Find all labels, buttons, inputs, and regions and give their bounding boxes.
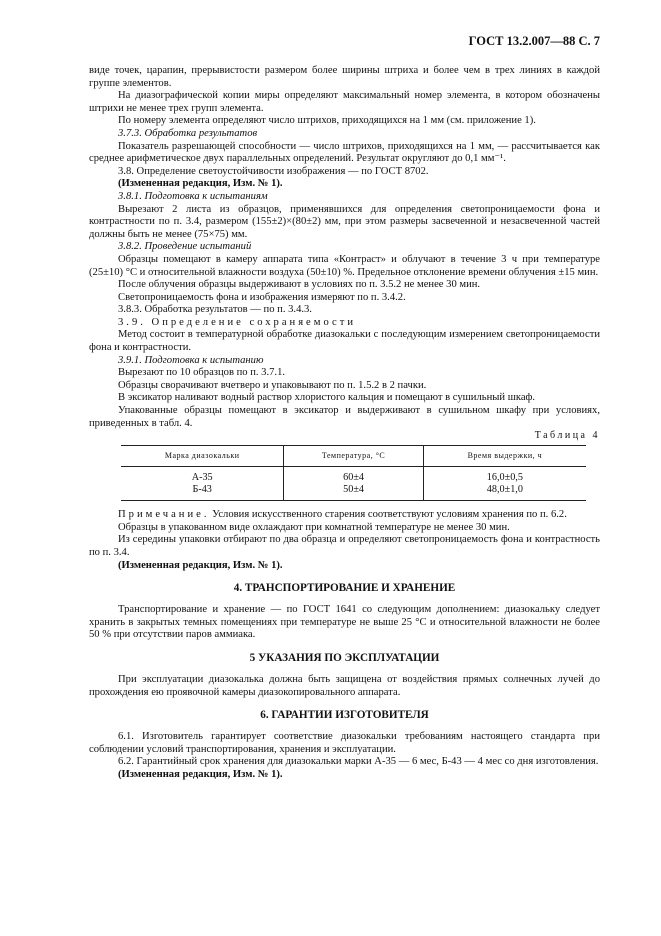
paragraph: Из середины упаковки отбирают по два образца и определяют светопроницаемость фона и контрастность по п. 3.4. (89, 534, 600, 558)
paragraph: При эксплуатации диазокалька должна быть защищена от воздействия прямых солнечных лучей до прохождения ею проявочной камеры диазокопировального аппарата. (89, 673, 600, 698)
section-body (89, 731, 600, 781)
column-header-grade: Марка диазокальки (121, 446, 284, 467)
section-heading: 5 УКАЗАНИЯ ПО ЭКСПЛУАТАЦИИ (249, 651, 440, 664)
paragraph: Упакованные образцы помещают в эксикатор и выдерживают в сушильном шкафу при условиях, приведенных в табл. 4. (89, 405, 600, 429)
paragraph: (Измененная редакция, Изм. № 1). (118, 178, 283, 190)
paragraph: 3.8.3. Обработка результатов — по п. 3.4.3. (118, 304, 312, 316)
paragraph: Образцы сворачивают вчетверо и упаковывают по п. 1.5.2 в 2 пачки. (118, 379, 427, 391)
table-caption: Таблица 4 (534, 430, 600, 442)
section-heading: 4. ТРАНСПОРТИРОВАНИЕ И ХРАНЕНИЕ (233, 582, 456, 595)
paragraph: 3.8.1. Подготовка к испытаниям (118, 190, 268, 202)
paragraph: Вырезают 2 листа из образцов, применявшихся для определения светопроницаемости фона и контрастности по п. 3.4, размером (155±2)×(80±2) мм, при этом размеры засвеченной и незасвеченной частей должны быть не менее (75×75) мм. (89, 203, 600, 240)
table-4 (121, 445, 586, 501)
section-3-continued (89, 522, 600, 572)
paragraph: 6.2. Гарантийный срок хранения для диазокальки марки А-35 — 6 мес, Б-43 — 4 мес со дня изготовления. (118, 756, 599, 768)
table-cell: 60±4 (284, 467, 423, 485)
paragraph: Транспортирование и хранение — по ГОСТ 1641 со следующим дополнением: диазокальку следует хранить в закрытых темных помещениях при температуре не выше 25 °С и относительной влажности не более 50 % при отсутствии паров аммиака. (89, 604, 600, 641)
paragraph: Образцы помещают в камеру аппарата типа «Контраст» и облучают в течение 3 ч при температуре (25±10) °С и относительной влажности воздуха (50±10) %. Предельное отклонение времени облучения ±15 мин. (89, 253, 600, 278)
paragraph: После облучения образцы выдерживают в условиях по п. 3.5.2 не менее 30 мин. (118, 279, 481, 291)
paragraph: В эксикатор наливают водный раствор хлористого кальция и помещают в сушильный шкаф. (118, 392, 536, 404)
page-header: ГОСТ 13.2.007—88 С. 7 (468, 34, 600, 48)
sections-4-6 (89, 582, 600, 781)
table-cell: 50±4 (284, 484, 423, 501)
paragraph: 6.1. Изготовитель гарантирует соответствие диазокальки требованиям настоящего стандарта при соблюдении условий транспортирования, хранения и эксплуатации. (89, 731, 600, 755)
section-heading: 6. ГАРАНТИИ ИЗГОТОВИТЕЛЯ (260, 709, 429, 722)
column-header-temperature: Температура, °С (284, 446, 423, 467)
paragraph: Образцы в упакованном виде охлаждают при комнатной температуре не менее 30 мин. (118, 521, 510, 533)
paragraph: Светопроницаемость фона и изображения измеряют по п. 3.4.2. (118, 291, 406, 303)
section-body (89, 674, 600, 699)
paragraph: (Измененная редакция, Изм. № 1). (118, 768, 283, 780)
paragraph: 3.7.3. Обработка результатов (118, 127, 258, 139)
note-text: Условия искусственного старения соответствуют условиям хранения по п. 6.2. (209, 509, 567, 521)
paragraph: 3.9.1. Подготовка к испытанию (118, 354, 264, 366)
table-row (121, 484, 586, 501)
paragraph: виде точек, царапин, прерывистости размером более ширины штриха и более чем в трех линиях в каждой группе элементов. (89, 65, 600, 89)
section-body (89, 604, 600, 642)
table-note (89, 509, 600, 522)
note-label: Примечание. (118, 509, 210, 521)
table-cell: 16,0±0,5 (423, 467, 586, 485)
paragraph: На диазографической копии миры определяют максимальный номер элемента, в котором обозначены штрихи не менее трех групп элемента. (89, 90, 600, 114)
paragraph: Метод состоит в температурной обработке диазокальки с последующим измерением светопроницаемости фона и контрастности. (89, 329, 600, 354)
paragraph: 3.9. Определение сохраняемости (118, 316, 357, 328)
paragraph: Показатель разрешающей способности — число штрихов, приходящихся на 1 мм, — рассчитывается как среднее арифметическое двух параллельных определений. Результат округляют до 0,1 мм⁻¹. (89, 140, 600, 165)
table-cell: Б-43 (192, 484, 212, 496)
table-cell: 48,0±1,0 (423, 484, 586, 501)
paragraph: Вырезают по 10 образцов по п. 3.7.1. (118, 367, 286, 379)
paragraph: (Измененная редакция, Изм. № 1). (118, 559, 283, 571)
column-header-time: Время выдержки, ч (423, 446, 586, 467)
section-3-text (89, 65, 600, 430)
table-cell: А-35 (191, 472, 213, 484)
table-row (121, 467, 586, 485)
document-page (89, 34, 600, 782)
paragraph: 3.8. Определение светоустойчивости изображения — по ГОСТ 8702. (118, 165, 429, 177)
paragraph: По номеру элемента определяют число штрихов, приходящихся на 1 мм (см. приложение 1). (118, 115, 536, 127)
paragraph: 3.8.2. Проведение испытаний (118, 241, 252, 253)
